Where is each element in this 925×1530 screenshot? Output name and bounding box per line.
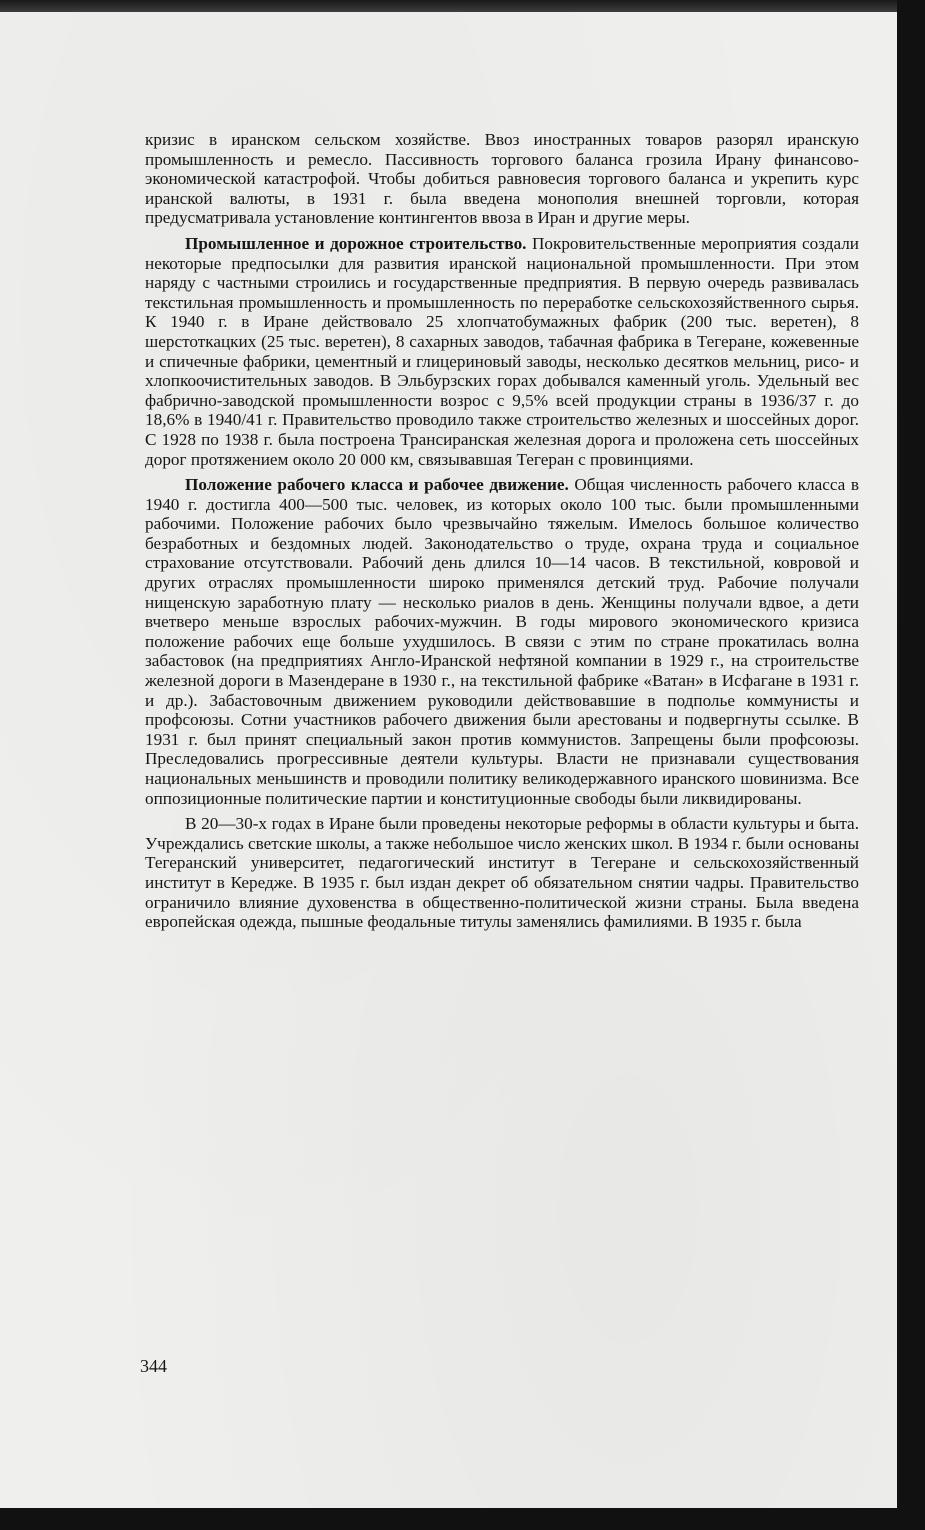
paragraph-3-heading: Положение рабочего класса и рабочее движение. <box>185 475 569 495</box>
body-text <box>145 130 859 932</box>
paragraph-1 <box>145 130 859 228</box>
paragraph-1-text: кризис в иранском сельском хозяйстве. Ввоз иностранных товаров разорял иранскую промышленность и ремесло. Пассивность торгового баланса грозила Ирану финансово-экономической катастрофой. Чтобы добиться равновесия торгового баланса и укрепить курс иранской валюты, в 1931 г. была введена монополия внешней торговли, которая предусматривала установление контингентов ввоза в Иран и другие меры. <box>145 130 859 228</box>
page-number: 344 <box>140 1356 167 1376</box>
paragraph-3 <box>145 475 859 808</box>
paragraph-2 <box>145 234 859 469</box>
book-page <box>0 12 897 1508</box>
paragraph-3-text: Общая численность рабочего класса в 1940 г. достигла 400—500 тыс. человек, из которых около 100 тыс. были промышленными рабочими. Положение рабочих было чрезвычайно тяжелым. Имелось большое количество безработных и бездомных людей. Законодательство о труде, охрана труда и социальное страхование отсутствовали. Рабочий день длился 10—14 часов. В текстильной, ковровой и других отраслях промышленности широко применялся детский труд. Рабочие получали нищенскую заработную плату — несколько риалов в день. Женщины получали вдвое, а дети вчетверо меньше взрослых рабочих-мужчин. В годы мирового экономического кризиса положение рабочих еще больше ухудшилось. В связи с этим по стране прокатилась волна забастовок (на предприятиях Англо-Иранской нефтяной компании в 1929 г., на строительстве железной дороги в Мазендеране в 1930 г., на текстильной фабрике «Ватан» в Исфагане в 1931 г. и др.). Забастовочным движением руководили действовавшие в подполье коммунисты и профсоюзы. Сотни участников рабочего движения были арестованы и подвергнуты ссылке. В 1931 г. был принят специальный закон против коммунистов. Запрещены были профсоюзы. Преследовались прогрессивные деятели культуры. Власти не признавали существования национальных меньшинств и проводили политику великодержавного иранского шовинизма. Все оппозиционные политические партии и конституционные свободы были ликвидированы. <box>145 475 859 808</box>
paragraph-2-heading: Промышленное и дорожное строительство. <box>185 233 527 253</box>
paragraph-2-text: Покровительственные мероприятия создали некоторые предпосылки для развития иранской национальной промышленности. При этом наряду с частными строились и государственные предприятия. В первую очередь развивалась текстильная промышленность и промышленность по переработке сельскохозяйственного сырья. К 1940 г. в Иране действовало 25 хлопчатобумажных фабрик (200 тыс. веретен), 8 шерстоткацких (25 тыс. веретен), 8 сахарных заводов, табачная фабрика в Тегеране, кожевенные и спичечные фабрики, цементный и глицериновый заводы, несколько десятков мельниц, рисо- и хлопкоочистительных заводов. В Эльбурзских горах добывался каменный уголь. Удельный вес фабрично-заводской промышленности возрос с 9,5% всей продукции страны в 1936/37 г. до 18,6% в 1940/41 г. Правительство проводило также строительство железных и шоссейных дорог. С 1928 по 1938 г. была построена Трансиранская железная дорога и проложена сеть шоссейных дорог протяжением около 20 000 км, связывавшая Тегеран с провинциями. <box>145 233 859 469</box>
scan-border-bottom <box>0 1508 925 1530</box>
paragraph-4-text: В 20—30-х годах в Иране были проведены некоторые реформы в области культуры и быта. Учреждались светские школы, а также небольшое число женских школ. В 1934 г. были основаны Тегеранский университет, педагогический институт в Тегеране и сельскохозяйственный институт в Кередже. В 1935 г. был издан декрет об обязательном снятии чадры. Правительство ограничило влияние духовенства в общественно-политической жизни страны. Была введена европейская одежда, пышные феодальные титулы заменялись фамилиями. В 1935 г. была <box>145 814 859 932</box>
scan-border-right <box>897 0 925 1530</box>
paragraph-4 <box>145 814 859 932</box>
